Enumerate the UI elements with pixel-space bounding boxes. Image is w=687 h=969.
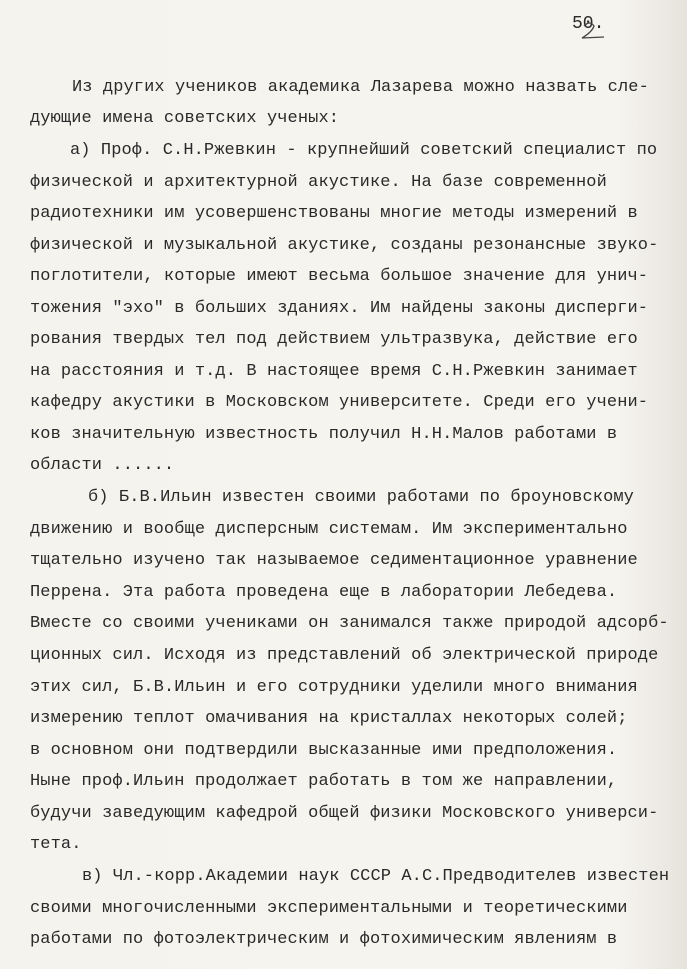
text-line: а) Проф. С.Н.Ржевкин - крупнейший советский специалист по bbox=[70, 141, 658, 160]
text-line: тщательно изучено так называемое седиментационное уравнение bbox=[30, 551, 638, 570]
text-line: рования твердых тел под действием ультразвука, действие его bbox=[30, 330, 638, 349]
text-line: радиотехники им усовершенствованы многие методы измерений в bbox=[30, 204, 638, 223]
text-line: движению и вообще дисперсным системам. Им экспериментально bbox=[30, 520, 628, 539]
text-line: будучи заведующим кафедрой общей физики Московского универси- bbox=[30, 804, 659, 823]
text-line: Перрена. Эта работа проведена еще в лаборатории Лебедева. bbox=[30, 583, 618, 602]
text-line: своими многочисленными экспериментальными и теоретическими bbox=[30, 899, 628, 918]
text-line: измерению теплот омачивания на кристаллах некоторых солей; bbox=[30, 709, 628, 728]
text-line: дующие имена советских ученых: bbox=[30, 109, 340, 128]
handwritten-mark-icon bbox=[578, 18, 606, 42]
text-line: поглотители, которые имеют весьма большое значение для унич- bbox=[30, 267, 649, 286]
text-line: тета. bbox=[30, 835, 82, 854]
text-line: ков значительную известность получил Н.Н.Малов работами в bbox=[30, 425, 618, 444]
text-line: физической и музыкальной акустике, созданы резонансные звуко- bbox=[30, 236, 659, 255]
text-line: в основном они подтвердили высказанные ими предположения. bbox=[30, 741, 618, 760]
text-line: на расстояния и т.д. В настоящее время С.Н.Ржевкин занимает bbox=[30, 362, 638, 381]
text-line: Из других учеников академика Лазарева можно назвать сле- bbox=[72, 78, 649, 97]
text-line: кафедру акустики в Московском университете. Среди его учени- bbox=[30, 393, 649, 412]
text-line: этих сил, Б.В.Ильин и его сотрудники уделили много внимания bbox=[30, 678, 638, 697]
text-line: ционных сил. Исходя из представлений об электрической природе bbox=[30, 646, 659, 665]
page-number: 50. bbox=[572, 14, 605, 34]
text-line: б) Б.В.Ильин известен своими работами по броуновскому bbox=[88, 488, 634, 507]
text-line: тожения "эхо" в больших зданиях. Им найдены законы дисперги- bbox=[30, 299, 649, 318]
text-line: физической и архитектурной акустике. На базе современной bbox=[30, 173, 607, 192]
text-line: работами по фотоэлектрическим и фотохимическим явлениям в bbox=[30, 930, 618, 949]
text-line: в) Чл.-корр.Академии наук СССР А.С.Предводителев известен bbox=[82, 867, 670, 886]
text-line: области ...... bbox=[30, 456, 175, 475]
text-line: Вместе со своими учениками он занимался также природой адсорб- bbox=[30, 614, 669, 633]
text-line: Ныне проф.Ильин продолжает работать в том же направлении, bbox=[30, 772, 618, 791]
